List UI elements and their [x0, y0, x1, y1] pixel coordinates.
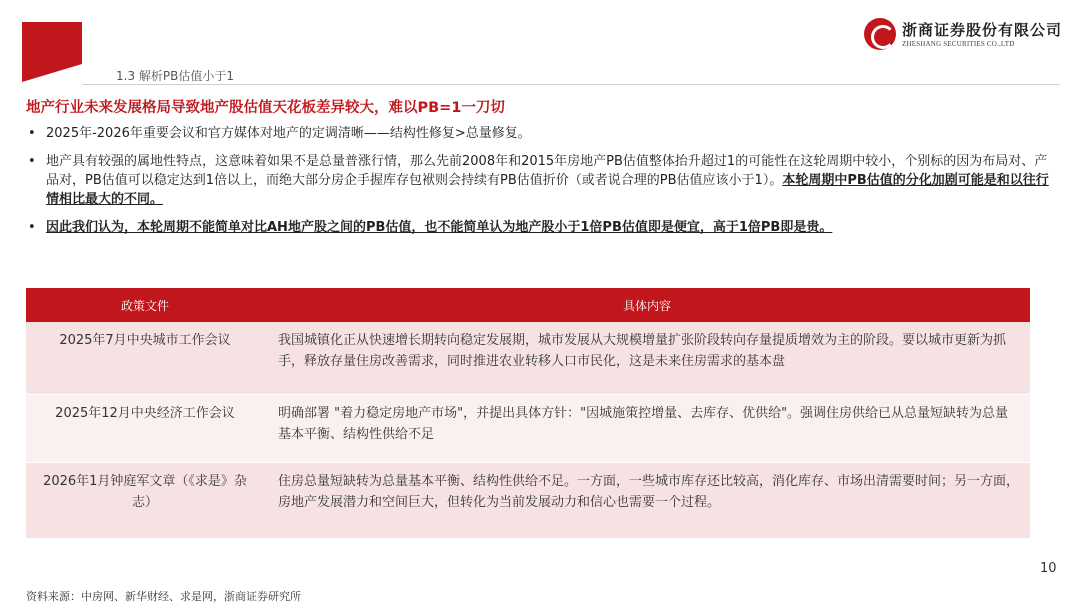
bullet-emphasis: 因此我们认为，本轮周期不能简单对比AH地产股之间的PB估值，也不能简单认为地产股小于1倍PB估值即是便宜，高于1倍PB即是贵。	[46, 220, 833, 235]
logo-mark-icon	[864, 18, 896, 50]
table-row	[26, 322, 1030, 394]
page-number: 10	[1040, 561, 1057, 576]
table-header-row	[26, 288, 1030, 322]
bullet-dot: •	[28, 220, 36, 235]
table-cell-content: 我国城镇化正从快速增长期转向稳定发展期，城市发展从大规模增量扩张阶段转向存量提质增效为主的阶段。要以城市更新为抓手，释放存量住房改善需求，同时推进农业转移人口市民化，这是未来住房需求的基本盘	[264, 322, 1030, 394]
bullet-dot: •	[28, 126, 36, 141]
section-title: 1.3 解析PB估值小于1	[116, 69, 235, 83]
table-cell-policy: 2026年1月钟庭军文章（《求是》杂志）	[26, 462, 264, 538]
policy-table	[26, 288, 1030, 539]
bullet-text: 地产具有较强的属地性特点，这意味着如果不是总量普涨行情，那么先前2008年和2015年房地产PB估值整体抬升超过1的可能性在这轮周期中较小，个别标的因为布局对、产品对，PB估值可以稳定达到1倍以上，而绝大部分房企手握库存包袱则会持续有PB估值折价（或者说合理的PB估值应该小于1）。	[46, 154, 1048, 188]
source-note: 资料来源：中房网、新华财经、求是网，浙商证券研究所	[26, 590, 301, 603]
slide-headline: 地产行业未来发展格局导致地产股估值天花板差异较大，难以PB=1一刀切	[26, 100, 505, 116]
table-header-content: 具体内容	[264, 288, 1030, 322]
company-logo	[864, 18, 1063, 54]
bullet-list	[26, 124, 1056, 246]
logo-name-en: ZHESHANG SECURITIES CO.,LTD	[902, 40, 1015, 48]
bullet-item	[26, 218, 1056, 237]
bullet-emphasis: 本轮周期中PB估值的分化加剧可能是和以往行情相比最大的不同。	[46, 173, 1049, 207]
table-cell-content: 住房总量短缺转为总量基本平衡、结构性供给不足。一方面，一些城市库存还比较高，消化库存、市场出清需要时间；另一方面，房地产发展潜力和空间巨大，但转化为当前发展动力和信心也需要一个过程。	[264, 462, 1030, 538]
header-divider	[82, 84, 1060, 85]
bullet-item	[26, 124, 1056, 143]
table-cell-policy: 2025年7月中央城市工作会议	[26, 322, 264, 394]
table-row	[26, 394, 1030, 462]
bullet-item	[26, 152, 1056, 209]
table-cell-policy: 2025年12月中央经济工作会议	[26, 394, 264, 462]
table-cell-content: 明确部署 "着力稳定房地产市场"，并提出具体方针："因城施策控增量、去库存、优供给"。强调住房供给已从总量短缺转为总量基本平衡、结构性供给不足	[264, 394, 1030, 462]
table-row	[26, 462, 1030, 538]
logo-name-cn: 浙商证券股份有限公司	[902, 21, 1063, 39]
corner-accent-block	[22, 22, 82, 82]
table-header-policy: 政策文件	[26, 288, 264, 322]
bullet-dot: •	[28, 154, 36, 169]
bullet-text: 2025年-2026年重要会议和官方媒体对地产的定调清晰——结构性修复>总量修复。	[46, 126, 531, 141]
